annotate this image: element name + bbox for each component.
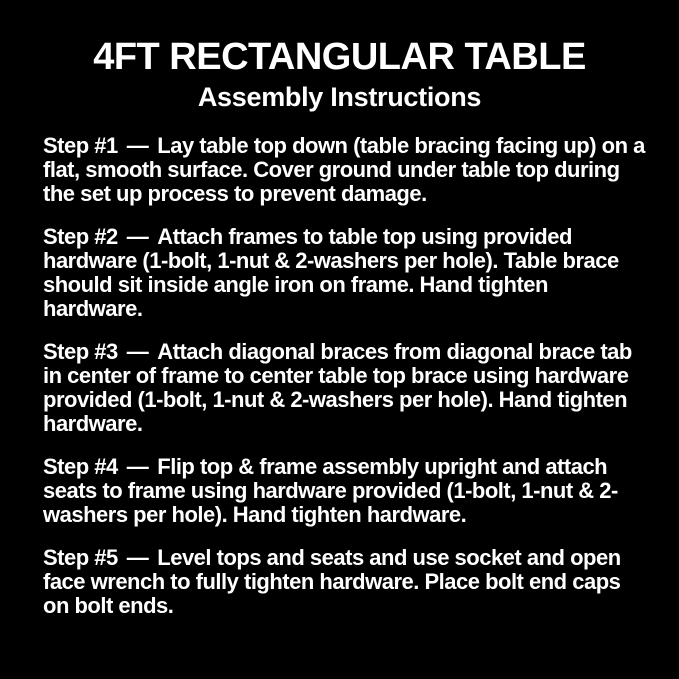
step-2-label: Step #2 (43, 224, 118, 249)
step-1-label: Step #1 (43, 133, 118, 158)
step-2 (43, 225, 649, 321)
step-1-text: Lay table top down (table bracing facing up) on a flat, smooth surface. Cover ground under table top during the set up process to prevent damage. (43, 133, 645, 206)
step-2-text: Attach frames to table top using provided hardware (1-bolt, 1-nut & 2-washers per hole). Table brace should sit inside angle iron on frame. Hand tighten hardware. (43, 224, 619, 321)
step-3-text: Attach diagonal braces from diagonal brace tab in center of frame to center table top brace using hardware provided (1-bolt, 1-nut & 2-washers per hole). Hand tighten hardware. (43, 339, 632, 436)
step-4-text: Flip top & frame assembly upright and attach seats to frame using hardware provided (1-bolt, 1-nut & 2-washers per hole). Hand tighten hardware. (43, 454, 618, 527)
step-5-label: Step #5 (43, 545, 118, 570)
step-1-dash: — (126, 133, 149, 158)
step-4-label: Step #4 (43, 454, 118, 479)
step-2-dash: — (126, 224, 149, 249)
page-subtitle: Assembly Instructions (197, 82, 482, 112)
step-5-text: Level tops and seats and use socket and open face wrench to fully tighten hardware. Place bolt end caps on bolt ends. (43, 545, 621, 618)
step-5 (43, 546, 649, 618)
step-1 (43, 134, 649, 206)
step-4 (43, 455, 649, 527)
step-3 (43, 340, 649, 436)
steps-list (0, 112, 679, 618)
step-3-dash: — (126, 339, 149, 364)
page-title: 4FT RECTANGULAR TABLE (93, 36, 586, 78)
step-4-dash: — (126, 454, 149, 479)
step-3-label: Step #3 (43, 339, 118, 364)
step-5-dash: — (126, 545, 149, 570)
